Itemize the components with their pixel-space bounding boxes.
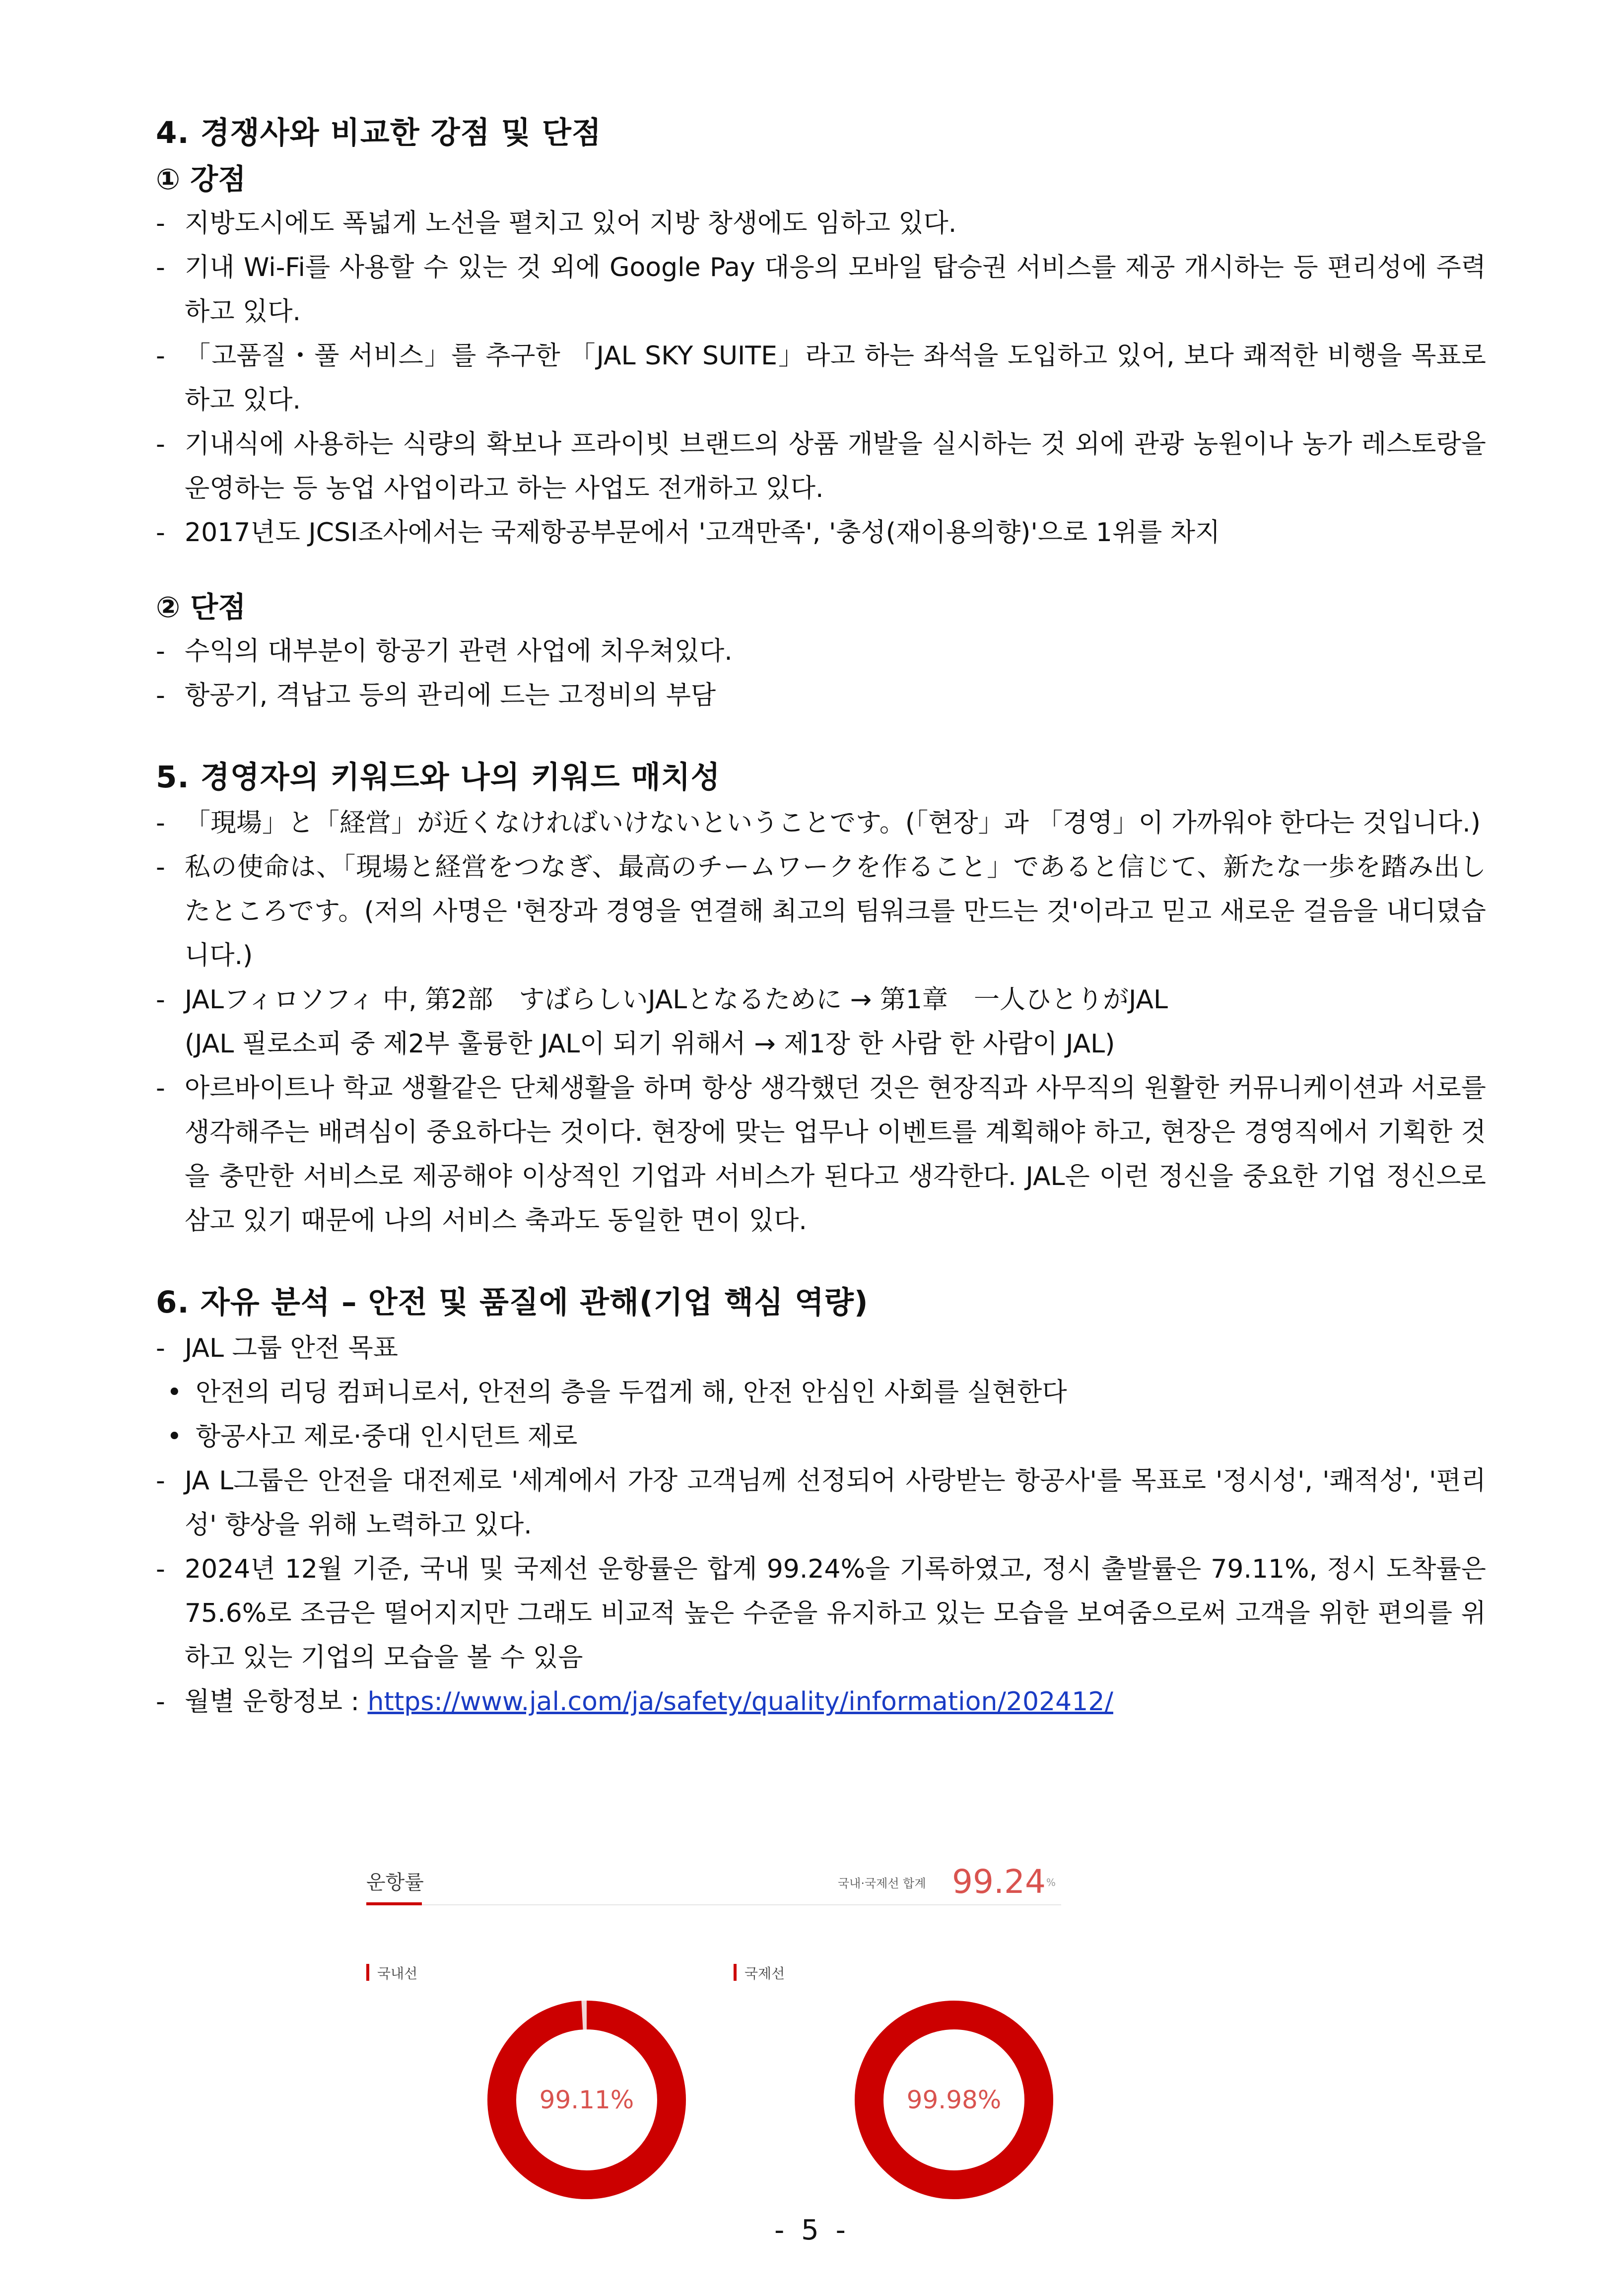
strengths-title: ① 강점: [156, 162, 246, 196]
keyword-item: - 私の使命は、「現場と経営をつなぎ、最高のチームワークを作ること」であると信じて、新たな一歩を踏み出したところです。(저의 사명은 '현장과 경영을 연결해 최고의 팀워크를 만드는 것'이라고 믿고 새로운 걸음을 내디뎠습니다.): [156, 845, 1486, 978]
international-donut: [855, 2001, 1053, 2199]
keyword-item: - JALフィロソフィ 中, 第2部 すばらしいJALとなるために → 第1章 一人ひとりがJAL: [156, 978, 1486, 1022]
strength-item: - 지방도시에도 폭넓게 노선을 펼치고 있어 지방 창생에도 임하고 있다.: [156, 202, 1486, 246]
monthly-info-label: 월별 운항정보 :: [185, 1687, 368, 1717]
domestic-rate-label: 99.11%: [539, 2086, 634, 2114]
figure-title-underline: [366, 1902, 422, 1905]
safety-item: - 2024년 12월 기준, 국내 및 국제선 운항률은 합계 99.24%을 기록하였고, 정시 출발률은 79.11%, 정시 도착률은 75.6%로 조금은 떨어지지만 그래도 비교적 높은 수준을 유지하고 있는 모습을 보여줌으로써 고객을 위한 편의를 위하고 있는 기업의 모습을 볼 수 있음: [156, 1547, 1486, 1680]
safety-goal-heading: - JAL 그룹 안전 목표: [156, 1326, 1486, 1371]
page-number: - 5 -: [774, 2214, 850, 2246]
section4-title: 4. 경쟁사와 비교한 강점 및 단점: [156, 115, 602, 150]
figure-divider: [366, 1904, 1061, 1905]
keyword-item-translation: (JAL 필로소피 중 제2부 훌륭한 JAL이 되기 위해서 → 제1장 한 사람 한 사람이 JAL): [185, 1029, 1115, 1059]
section5-title: 5. 경영자의 키워드와 나의 키워드 매치성: [156, 760, 721, 795]
safety-goal-bullet: • 안전의 리딩 컴퍼니로서, 안전의 층을 두껍게 해, 안전 안심인 사회를 실현한다: [156, 1371, 1486, 1415]
domestic-donut: [487, 2001, 686, 2199]
section6-title: 6. 자유 분석 – 안전 및 품질에 관해(기업 핵심 역량): [156, 1285, 869, 1320]
operation-rate-figure: [366, 1863, 1061, 2244]
total-rate-label: 국내·국제선 합계: [838, 1877, 926, 1890]
monthly-info-line: [156, 1680, 1486, 1724]
weaknesses-title: ② 단점: [156, 590, 246, 624]
monthly-info-link[interactable]: https://www.jal.com/ja/safety/quality/information/202412/: [367, 1687, 1113, 1717]
keyword-item: - 「現場」と「経営」が近くなければいけないということです。(「현장」과 「경영」이 가까워야 한다는 것입니다.): [156, 801, 1486, 845]
strength-item: - 기내식에 사용하는 식량의 확보나 프라이빗 브랜드의 상품 개발을 실시하는 것 외에 관광 농원이나 농가 레스토랑을 운영하는 등 농업 사업이라고 하는 사업도 전개하고 있다.: [156, 422, 1486, 511]
strength-item: - 「고품질・풀 서비스」를 추구한 「JAL SKY SUITE」라고 하는 좌석을 도입하고 있어, 보다 쾌적한 비행을 목표로 하고 있다.: [156, 334, 1486, 422]
weakness-item: - 수익의 대부분이 항공기 관련 사업에 치우쳐있다.: [156, 629, 1486, 674]
safety-item: - JA L그룹은 안전을 대전제로 '세계에서 가장 고객님께 선정되어 사랑받는 항공사'를 목표로 '정시성', '쾌적성', '편리성' 향상을 위해 노력하고 있다.: [156, 1459, 1486, 1547]
international-label: 국제선: [734, 1963, 785, 1983]
international-rate-label: 99.98%: [906, 2086, 1002, 2114]
strength-item: - 기내 Wi-Fi를 사용할 수 있는 것 외에 Google Pay 대응의 모바일 탑승권 서비스를 제공 개시하는 등 편리성에 주력하고 있다.: [156, 246, 1486, 334]
keyword-item: - 아르바이트나 학교 생활같은 단체생활을 하며 항상 생각했던 것은 현장직과 사무직의 원활한 커뮤니케이션과 서로를 생각해주는 배려심이 중요하다는 것이다. 현장에 맞는 업무나 이벤트를 계획해야 하고, 현장은 경영직에서 기획한 것을 충만한 서비스로 제공해야 이상적인 기업과 서비스가 된다고 생각한다. JAL은 이런 정신을 중요한 기업 정신으로 삼고 있기 때문에 나의 서비스 축과도 동일한 면이 있다.: [156, 1066, 1486, 1243]
total-rate-value: 99.24: [952, 1863, 1046, 1901]
domestic-label: 국내선: [366, 1963, 417, 1983]
document-page: [156, 109, 1486, 1724]
safety-goal-bullet: • 항공사고 제로·중대 인시던트 제로: [156, 1415, 1486, 1459]
weakness-item: - 항공기, 격납고 등의 관리에 드는 고정비의 부담: [156, 674, 1486, 718]
strength-item: - 2017년도 JCSI조사에서는 국제항공부문에서 '고객만족', '충성(재이용의향)'으로 1위를 차지: [156, 511, 1486, 555]
figure-title: 운항률: [366, 1871, 424, 1894]
total-rate-unit: %: [1046, 1877, 1056, 1888]
